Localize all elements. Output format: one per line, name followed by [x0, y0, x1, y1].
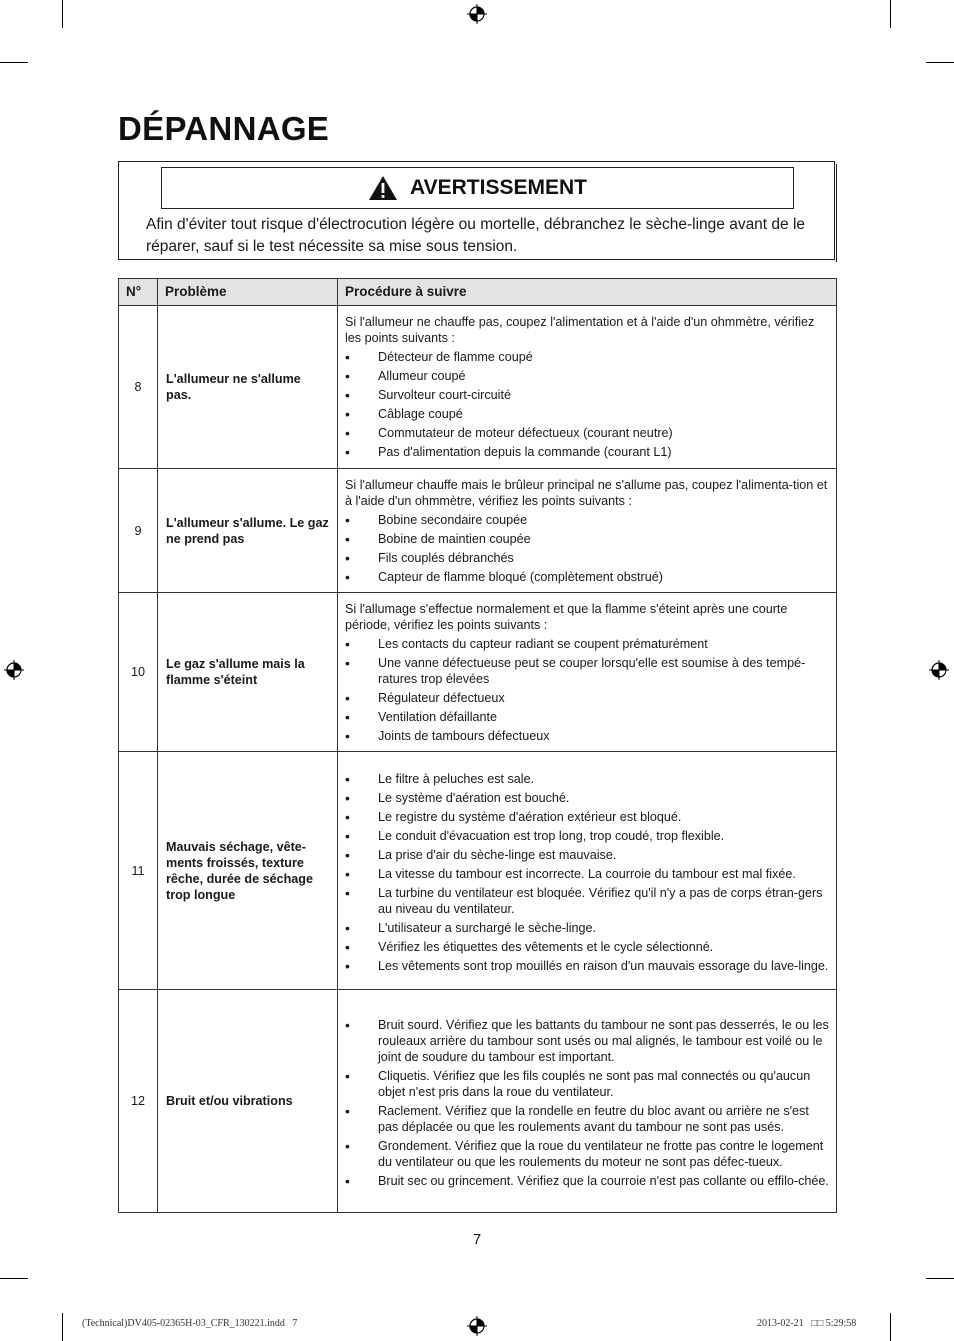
row-number: 10 [119, 593, 158, 752]
list-item: • Grondement. Vérifiez que la roue du ventilateur ne frotte pas contre le logement du ventilateur ou que les roulements du moteur ne sont pas défec-tueux. [345, 1138, 829, 1170]
list-item: • Raclement. Vérifiez que la rondelle en feutre du bloc avant ou arrière ne s'est pas déplacée ou que les roulements avant du tambour ne sont pas usés. [345, 1103, 829, 1135]
list-item: • Bruit sec ou grincement. Vérifiez que la courroie n'est pas collante ou effilo-chée. [345, 1173, 829, 1189]
procedure-intro: Si l'allumeur chauffe mais le brûleur principal ne s'allume pas, coupez l'alimenta-tion et à l'aide d'un ohmmètre, vérifiez les points suivants : [345, 477, 828, 508]
list-item: • Bruit sourd. Vérifiez que les battants du tambour ne sont pas desserrés, le ou les rouleaux arrière du tambour sont usés ou mal alignés, le tambour est voilé ou le joint de soudure du tambour est important. [345, 1017, 829, 1065]
list-item: • Les vêtements sont trop mouillés en raison d'un mauvais essorage du lave-linge. [345, 958, 829, 974]
registration-mark-icon [4, 660, 24, 680]
header-procedure: Procédure à suivre [338, 279, 837, 306]
table-row [119, 306, 837, 469]
page-title: DÉPANNAGE [118, 110, 330, 147]
page-number: 7 [472, 1231, 482, 1248]
registration-mark-icon [467, 4, 487, 24]
row-number: 12 [119, 990, 158, 1213]
row-number: 8 [119, 306, 158, 469]
list-item: • Câblage coupé [345, 406, 829, 422]
registration-mark-icon [929, 660, 949, 680]
header-number: N° [119, 279, 158, 306]
procedure-cell [338, 990, 837, 1213]
troubleshooting-table [118, 278, 837, 1213]
list-item: • La vitesse du tambour est incorrecte. La courroie du tambour est mal fixée. [345, 866, 829, 882]
list-item: • Vérifiez les étiquettes des vêtements et le cycle sélectionné. [345, 939, 829, 955]
list-item: • Survolteur court-circuité [345, 387, 829, 403]
crop-mark [0, 62, 28, 63]
list-item: • Le filtre à peluches est sale. [345, 771, 829, 787]
list-item: • Allumeur coupé [345, 368, 829, 384]
procedure-cell [338, 593, 837, 752]
crop-mark [62, 0, 63, 28]
list-item: • Le système d'aération est bouché. [345, 790, 829, 806]
procedure-intro: Si l'allumeur ne chauffe pas, coupez l'alimentation et à l'aide d'un ohmmètre, vérifiez les points suivants : [345, 315, 815, 345]
warning-text: Afin d'éviter tout risque d'électrocution légère ou mortelle, débranchez le sèche-linge avant de le réparer, sauf si le test nécessite sa mise sous tension. [146, 216, 806, 255]
registration-mark-icon [467, 1316, 487, 1336]
list-item: • Le registre du système d'aération extérieur est bloqué. [345, 809, 829, 825]
table-row [119, 593, 837, 752]
crop-mark [0, 1278, 28, 1279]
footer-filename: (Technical)DV405-02365H-03_CFR_130221.indd 7 [82, 1318, 298, 1329]
list-item: • La prise d'air du sèche-linge est mauvaise. [345, 847, 829, 863]
list-item: • L'utilisateur a surchargé le sèche-linge. [345, 920, 829, 936]
crop-mark [890, 1313, 891, 1341]
crop-mark [926, 1278, 954, 1279]
procedure-cell [338, 469, 837, 593]
list-item: • Détecteur de flamme coupé [345, 349, 829, 365]
procedure-cell [338, 306, 837, 469]
list-item: • Fils couplés débranchés [345, 550, 829, 566]
list-item: • Le conduit d'évacuation est trop long, trop coudé, trop flexible. [345, 828, 829, 844]
problem-cell: Bruit et/ou vibrations [158, 990, 338, 1213]
row-number: 9 [119, 469, 158, 593]
list-item: • Commutateur de moteur défectueux (courant neutre) [345, 425, 829, 441]
warning-triangle-icon [368, 175, 398, 201]
list-item: • Joints de tambours défectueux [345, 728, 829, 744]
list-item: • Régulateur défectueux [345, 690, 829, 706]
header-problem: Problème [158, 279, 338, 306]
list-item: • Pas d'alimentation depuis la commande (courant L1) [345, 444, 829, 460]
problem-cell: L'allumeur s'allume. Le gaz ne prend pas [158, 469, 338, 593]
table-row [119, 469, 837, 593]
table-row [119, 990, 837, 1213]
list-item: • Cliquetis. Vérifiez que les fils couplés ne sont pas mal connectés ou qu'aucun objet n'est pris dans la roue du ventilateur. [345, 1068, 829, 1100]
list-item: • Bobine secondaire coupée [345, 512, 829, 528]
warning-title: AVERTISSEMENT [410, 176, 587, 199]
warning-header [161, 167, 794, 209]
list-item: • Une vanne défectueuse peut se couper lorsqu'elle est soumise à des tempé-ratures trop élevées [345, 655, 829, 687]
problem-cell: L'allumeur ne s'allume pas. [158, 306, 338, 469]
warning-box [118, 161, 835, 260]
list-item: • Bobine de maintien coupée [345, 531, 829, 547]
list-item: • Les contacts du capteur radiant se coupent prématurément [345, 636, 829, 652]
crop-mark [926, 62, 954, 63]
procedure-intro: Si l'allumage s'effectue normalement et que la flamme s'éteint après une courte période, vérifiez les points suivants : [345, 601, 788, 632]
problem-cell: Le gaz s'allume mais la flamme s'éteint [158, 593, 338, 752]
footer-timestamp: 2013-02-21 □□ 5:29:58 [757, 1318, 857, 1329]
table-header-row [119, 279, 837, 306]
row-number: 11 [119, 752, 158, 990]
crop-mark [890, 0, 891, 28]
problem-cell: Mauvais séchage, vête-ments froissés, texture rêche, durée de séchage trop longue [158, 752, 338, 990]
table-row [119, 752, 837, 990]
list-item: • Capteur de flamme bloqué (complètement obstrué) [345, 569, 829, 585]
crop-mark [62, 1313, 63, 1341]
list-item: • Ventilation défaillante [345, 709, 829, 725]
procedure-cell [338, 752, 837, 990]
list-item: • La turbine du ventilateur est bloquée. Vérifiez qu'il n'y a pas de corps étran-gers au niveau du ventilateur. [345, 885, 829, 917]
